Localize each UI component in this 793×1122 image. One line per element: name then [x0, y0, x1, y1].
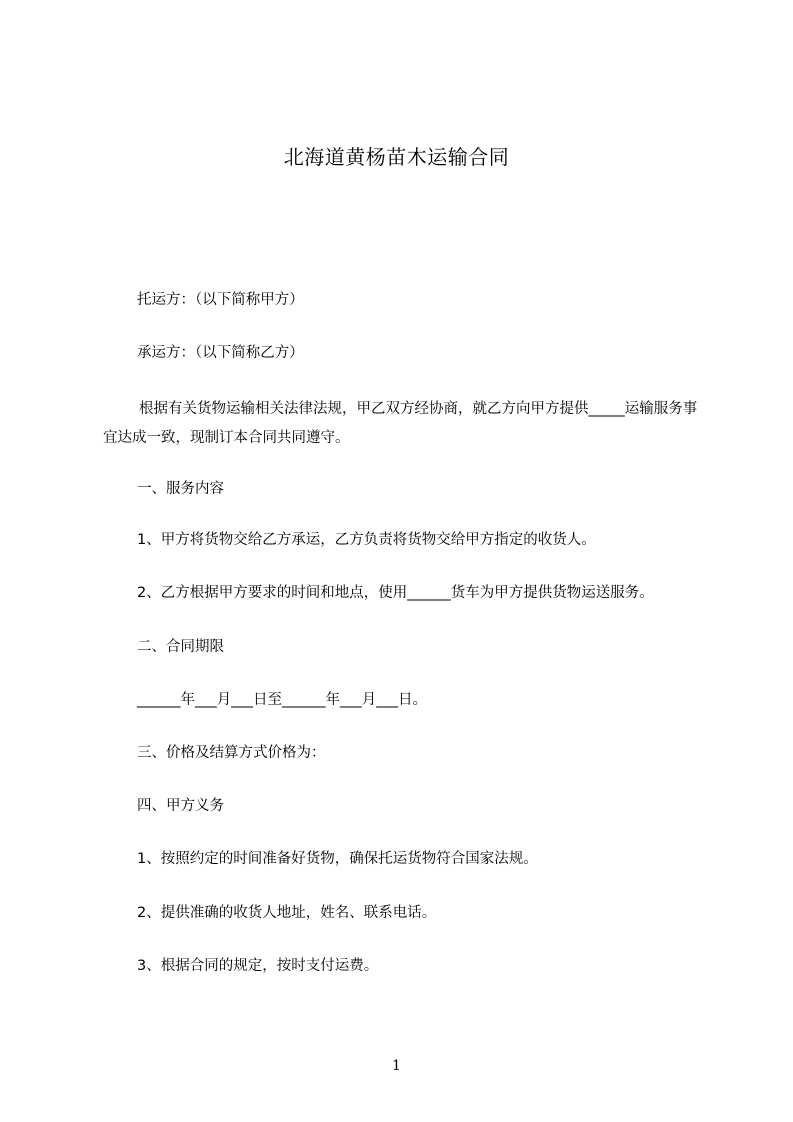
- page-number: 1: [392, 1058, 401, 1074]
- document-title: 北海道黄杨苗木运输合同: [283, 145, 510, 169]
- section-4-item-2: 2、提供准确的收货人地址，姓名、联系电话。: [137, 905, 437, 921]
- section-3-heading: 三、价格及结算方式价格为：: [137, 745, 326, 761]
- shipper-line: 托运方：（以下简称甲方）: [137, 292, 304, 308]
- section-2-heading: 二、合同期限: [137, 639, 224, 655]
- section-4-item-1: 1、按照约定的时间准备好货物，确保托运货物符合国家法规。: [137, 851, 538, 867]
- section-4-heading: 四、甲方义务: [137, 798, 224, 814]
- carrier-line: 承运方：（以下简称乙方）: [137, 345, 304, 361]
- section-4-item-3: 3、根据合同的规定，按时支付运费。: [137, 958, 379, 974]
- preamble-text: 根据有关货物运输相关法律法规，甲乙双方经协商，就乙方向甲方提供_____运输服务事宜达成一致，现制订本合同共同遵守。: [103, 401, 698, 446]
- preamble-paragraph: [103, 395, 701, 453]
- section-1-item-1: 1、甲方将货物交给乙方承运，乙方负责将货物交给甲方指定的收货人。: [137, 532, 596, 548]
- section-2-term: ______年___月___日至______年___月___日。: [137, 692, 427, 708]
- section-1-item-2: 2、乙方根据甲方要求的时间和地点，使用______货车为甲方提供货物运送服务。: [137, 585, 654, 601]
- section-1-heading: 一、服务内容: [137, 481, 224, 497]
